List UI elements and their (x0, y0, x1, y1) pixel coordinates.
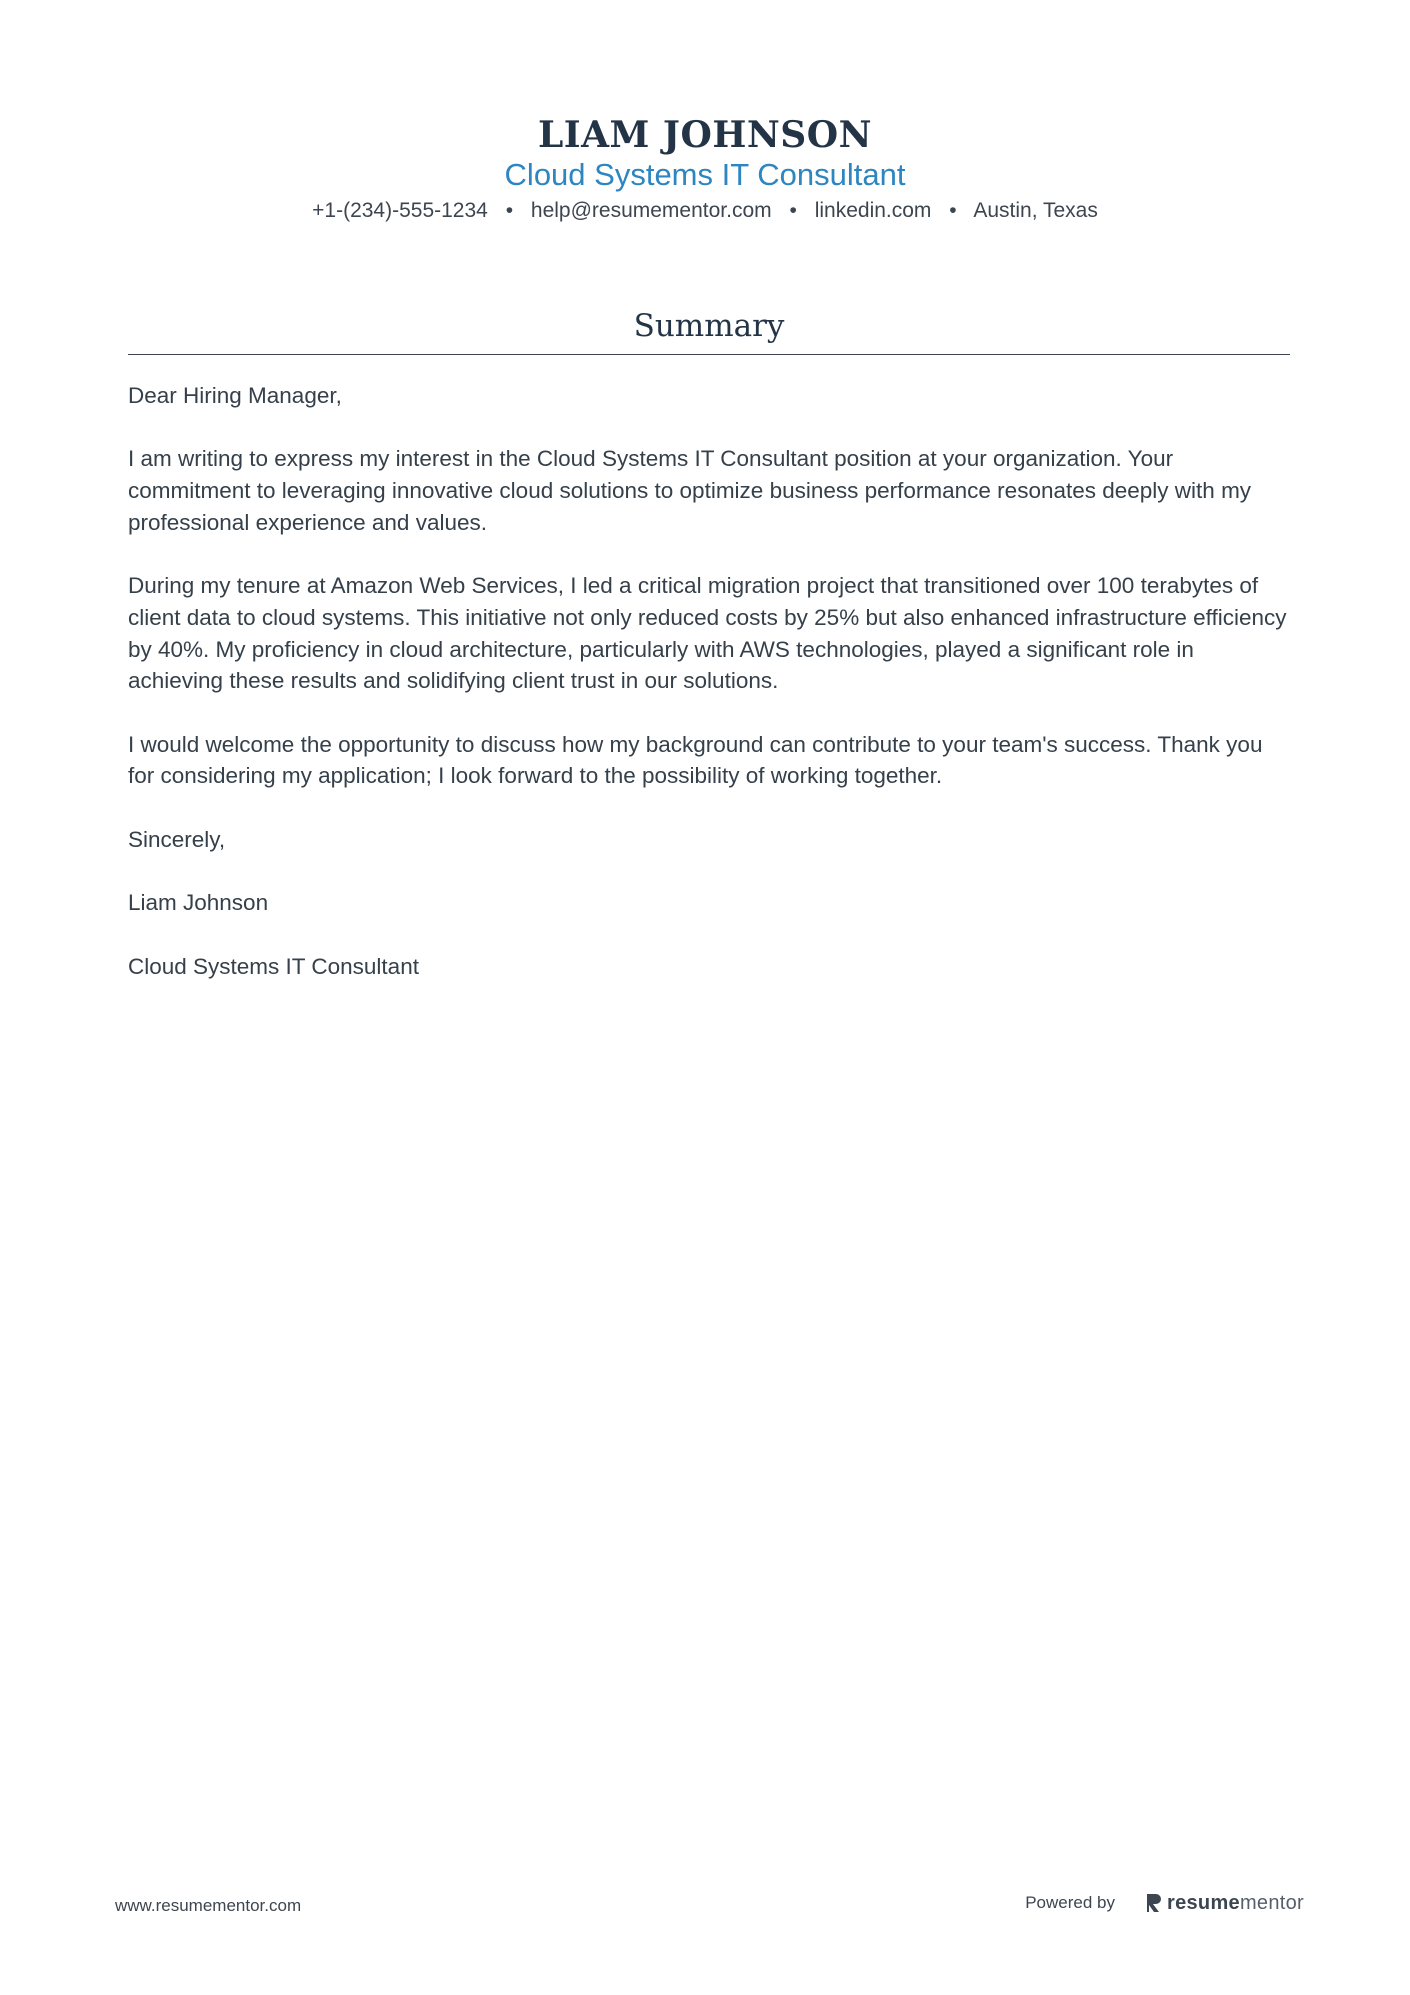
letter-paragraph: I would welcome the opportunity to discuss how my background can contribute to your team's success. Thank you for considering my application; I look forward to the possibility of working together. (128, 731, 1263, 789)
signature-title: Cloud Systems IT Consultant (128, 953, 419, 979)
brand-wordmark-bold: resume (1167, 1891, 1240, 1914)
brand-wordmark (1167, 1892, 1304, 1915)
contact-line (0, 196, 1410, 226)
signature-name: Liam Johnson (128, 890, 269, 916)
summary-section (128, 302, 1290, 355)
brand-wordmark-light: mentor (1239, 1891, 1304, 1914)
section-title: Summary (128, 302, 1290, 355)
letter-closing: Sincerely, (128, 826, 226, 852)
letter-paragraph: I am writing to express my interest in the Cloud Systems IT Consultant position at your organization. Your commitment to leveraging innovative cloud solutions to optimize business performance resonates deeply with my professional experience and values. (128, 446, 1252, 535)
contact-location: Austin, Texas (973, 199, 1098, 222)
contact-separator: • (789, 199, 797, 222)
brand-logo[interactable] (1145, 1892, 1304, 1915)
contact-linkedin[interactable]: linkedin.com (814, 199, 932, 222)
resume-header (0, 112, 1410, 226)
contact-email[interactable]: help@resumementor.com (530, 199, 772, 222)
letter-greeting: Dear Hiring Manager, (128, 383, 342, 408)
candidate-name: LIAM JOHNSON (537, 114, 873, 156)
footer-powered-by (1025, 1890, 1304, 1916)
powered-by-label: Powered by (1025, 1893, 1115, 1912)
cover-letter-body (128, 380, 1290, 1014)
contact-phone[interactable]: +1-(234)-555-1234 (312, 199, 488, 222)
candidate-title: Cloud Systems IT Consultant (504, 157, 906, 192)
resumementor-logo-icon (1145, 1892, 1163, 1914)
contact-separator: • (505, 199, 514, 222)
letter-paragraph: During my tenure at Amazon Web Services, I led a critical migration project that transitioned over 100 terabytes of client data to cloud systems. This initiative not only reduced costs by 25% but also enhanced infrastructure efficiency by 40%. My proficiency in cloud architecture, particularly with AWS technologies, played a significant role in achieving these results and solidifying client trust in our solutions. (128, 573, 1287, 694)
contact-separator: • (949, 199, 957, 222)
footer-website-link[interactable]: www.resumementor.com (115, 1896, 302, 1915)
